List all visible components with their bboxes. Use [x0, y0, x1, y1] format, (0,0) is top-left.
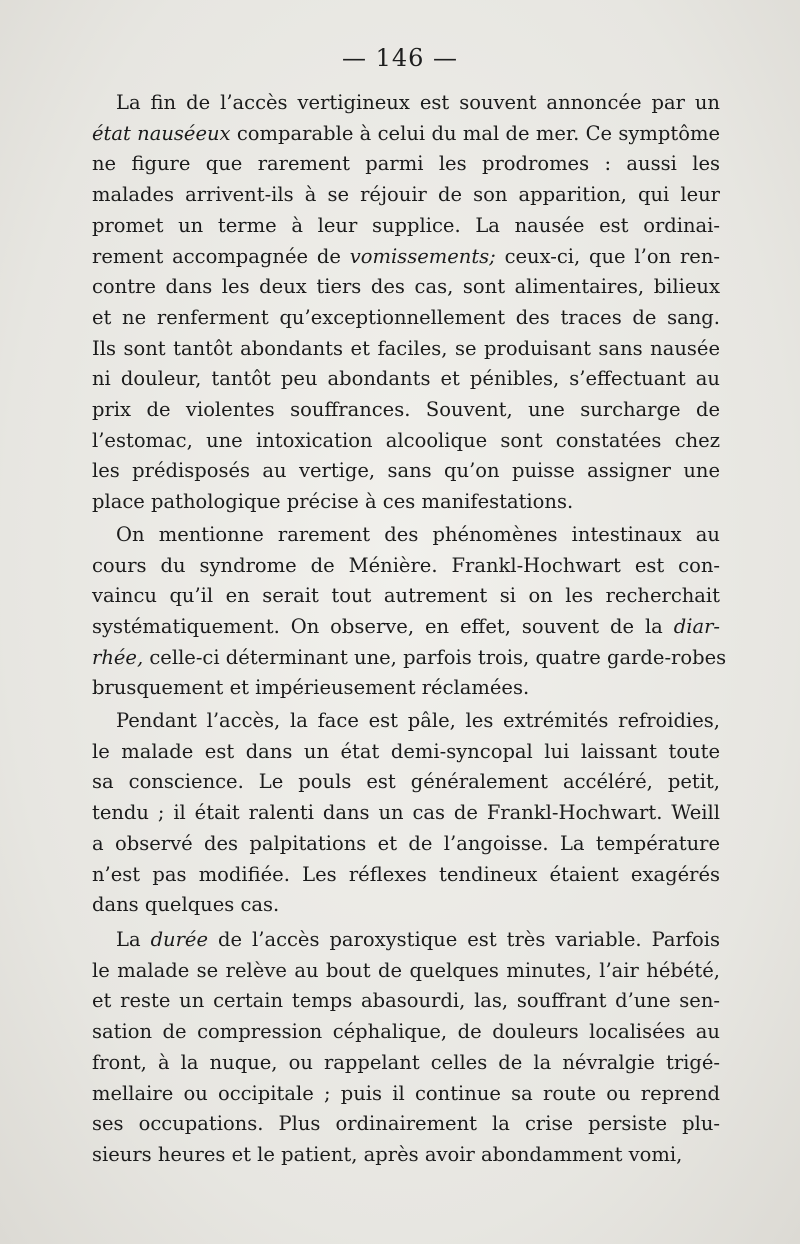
- text-line: [92, 925, 720, 956]
- text-run: les prédisposés au vertige, sans qu’on puisse assigner une: [92, 459, 720, 483]
- body-text: [92, 88, 727, 1171]
- text-run: sa conscience. Le pouls est généralement accéléré, petit,: [92, 770, 720, 794]
- text-run: durée: [150, 927, 209, 951]
- text-line: [92, 1048, 720, 1079]
- text-line: [92, 829, 720, 860]
- text-line: [92, 520, 720, 551]
- text-run: comparable à celui du mal de mer. Ce symptôme: [230, 121, 720, 145]
- text-line: [92, 860, 720, 891]
- text-run: On mentionne rarement des phénomènes intestinaux au: [116, 522, 720, 546]
- text-line: [92, 426, 720, 457]
- text-line: [92, 272, 720, 303]
- text-run: La fin de l’accès vertigineux est souvent annoncée par un: [116, 91, 720, 114]
- text-line: [92, 551, 720, 582]
- text-line: [92, 706, 720, 737]
- paragraph: [92, 706, 720, 921]
- text-line: [92, 581, 720, 612]
- text-run: le malade est dans un état demi-syncopal lui laissant toute: [92, 739, 720, 763]
- text-run: place pathologique précise à ces manifestations.: [92, 490, 574, 514]
- text-run: mellaire ou occipitale ; puis il continue sa route ou reprend: [92, 1081, 720, 1105]
- text-run: ne figure que rarement parmi les prodromes : aussi les: [92, 152, 720, 176]
- text-line: [92, 88, 720, 119]
- text-line: [92, 119, 720, 150]
- text-line: [92, 334, 720, 365]
- text-run: cours du syndrome de Ménière. Frankl-Hochwart est con-: [92, 553, 720, 577]
- text-line: [92, 242, 720, 273]
- text-run: La: [116, 927, 151, 951]
- text-line: [92, 1017, 720, 1048]
- paragraph: [92, 925, 720, 1171]
- text-run: et ne renferment qu’exceptionnellement des traces de sang.: [92, 305, 720, 329]
- text-run: ni douleur, tantôt peu abondants et pénibles, s’effectuant au: [92, 367, 720, 391]
- text-run: contre dans les deux tiers des cas, sont alimentaires, bilieux: [92, 275, 720, 299]
- text-run: Ils sont tantôt abondants et faciles, se produisant sans nausée: [92, 336, 720, 360]
- text-run: a observé des palpitations et de l’angoisse. La température: [92, 831, 720, 855]
- text-run: ses occupations. Plus ordinairement la crise persiste plu-: [92, 1112, 720, 1136]
- text-run: vaincu qu’il en serait tout autrement si on les recherchait: [92, 584, 720, 608]
- text-line: [92, 1079, 720, 1110]
- text-line: [92, 643, 727, 674]
- text-line: [92, 612, 720, 643]
- text-line: [92, 798, 720, 829]
- text-line: [92, 211, 720, 242]
- page-number: — 146 —: [341, 44, 459, 72]
- text-run: n’est pas modifiée. Les réflexes tendineux étaient exagérés: [92, 862, 720, 886]
- text-line: [92, 456, 720, 487]
- text-run: rhée,: [92, 645, 144, 669]
- text-run: état nauséeux: [92, 121, 231, 145]
- text-run: Pendant l’accès, la face est pâle, les extrémités refroidies,: [116, 709, 720, 733]
- text-line: [92, 986, 720, 1017]
- text-run: promet un terme à leur supplice. La nausée est ordinai-: [92, 213, 720, 237]
- text-run: malades arrivent-ils à se réjouir de son apparition, qui leur: [92, 183, 720, 207]
- text-line: [92, 1140, 720, 1171]
- text-line: [92, 364, 720, 395]
- text-run: dans quelques cas.: [92, 893, 280, 917]
- text-line: [92, 890, 720, 921]
- paragraph: [92, 88, 720, 518]
- text-line: [92, 149, 720, 180]
- text-run: front, à la nuque, ou rappelant celles de la névralgie trigé-: [92, 1050, 720, 1074]
- text-line: [92, 673, 720, 704]
- text-run: diar-: [673, 614, 720, 638]
- text-line: [92, 180, 720, 211]
- text-run: prix de violentes souffrances. Souvent, une surcharge de: [92, 398, 720, 422]
- text-line: [92, 395, 720, 426]
- text-run: brusquement et impérieusement réclamées.: [92, 676, 530, 700]
- text-run: sation de compression céphalique, de douleurs localisées au: [92, 1020, 720, 1044]
- text-run: de l’accès paroxystique est très variable. Parfois: [208, 927, 720, 951]
- text-run: systématiquement. On observe, en effet, souvent de la: [92, 614, 674, 638]
- text-run: l’estomac, une intoxication alcoolique sont constatées chez: [92, 428, 720, 452]
- text-line: [92, 737, 720, 768]
- text-run: le malade se relève au bout de quelques minutes, l’air hébété,: [92, 958, 720, 982]
- paragraph: [92, 520, 727, 704]
- text-line: [92, 303, 720, 334]
- text-run: celle-ci déterminant une, parfois trois, quatre garde-robes: [143, 645, 727, 669]
- text-run: vomissements;: [349, 244, 496, 268]
- text-line: [92, 1109, 720, 1140]
- text-run: sieurs heures et le patient, après avoir abondamment vomi,: [92, 1142, 683, 1166]
- text-line: [92, 956, 720, 987]
- text-run: tendu ; il était ralenti dans un cas de Frankl-Hochwart. Weill: [92, 801, 720, 825]
- text-line: [92, 767, 720, 798]
- text-run: rement accompagnée de: [92, 244, 350, 268]
- text-line: [92, 487, 720, 518]
- text-run: ceux-ci, que l’on ren-: [495, 244, 720, 268]
- text-run: et reste un certain temps abasourdi, las, souffrant d’une sen-: [92, 989, 720, 1013]
